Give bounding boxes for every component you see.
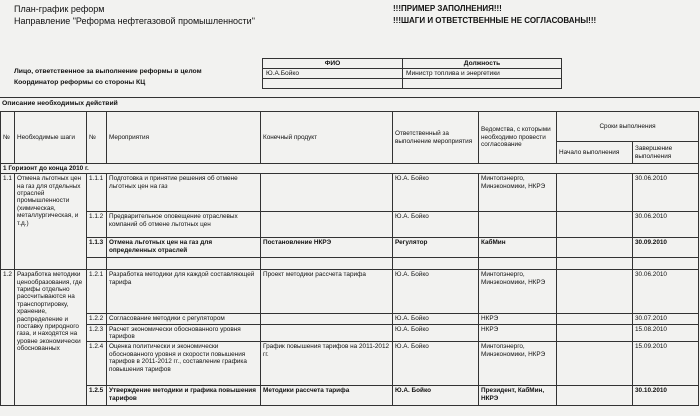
header-deadlines: Сроки выполнения (557, 112, 699, 142)
table-row (1, 212, 699, 238)
activity: Подготовка и принятие решения об отмене льготных цен на газ (107, 174, 261, 212)
step-num: 1.1 (1, 174, 15, 270)
activity-num: 1.1.1 (87, 174, 107, 212)
agencies: Президент, КабМин, НКРЭ (479, 386, 557, 406)
activity: Предварительное оповещение отраслевых компаний об отмене льготных цен (107, 212, 261, 238)
step-num: 1.2 (1, 270, 15, 406)
agencies: НКРЭ (479, 324, 557, 342)
document-title: План-график реформ (14, 4, 105, 14)
activity-num: 1.2.4 (87, 342, 107, 386)
end-date: 30.07.2010 (633, 314, 699, 324)
activity: Отмена льготных цен на газ для определенных отраслей (107, 238, 261, 258)
header-start: Начало выполнения (557, 142, 633, 164)
table-row (1, 238, 699, 258)
responsible: Ю.А. Бойко (393, 324, 479, 342)
activity: Разработка методики для каждой составляющей тарифа (107, 270, 261, 314)
result (261, 314, 393, 324)
agencies (479, 212, 557, 238)
end-date: 15.08.2010 (633, 324, 699, 342)
activity-num: 1.2.2 (87, 314, 107, 324)
step-description: Разработка методики ценообразования, где тарифы отдельно рассчитываются на транспортировку, хранение, распределение и поставку природного газа, и находятся на уровне экономически обоснованных (15, 270, 87, 406)
activity-num: 1.1.2 (87, 212, 107, 238)
start-date (557, 270, 633, 314)
activity: Оценка политически и экономически обоснованного уровня и скорости повышения тарифов в 2011-2012 гг., составление графика повышения тарифов (107, 342, 261, 386)
header-num: № (1, 112, 15, 164)
table-row (1, 342, 699, 386)
result (261, 324, 393, 342)
responsible: Ю.А. Бойко (393, 174, 479, 212)
table-row (1, 386, 699, 406)
not-agreed-note: !!!ШАГИ И ОТВЕТСТВЕННЫЕ НЕ СОГЛАСОВАНЫ!!! (393, 16, 597, 25)
agencies: НКРЭ (479, 314, 557, 324)
header-result: Конечный продукт (261, 112, 393, 164)
agencies: КабМин (479, 238, 557, 258)
table-row (1, 314, 699, 324)
table-row (1, 270, 699, 314)
position-value: Министр топлива и энергетики (403, 69, 562, 79)
start-date (557, 314, 633, 324)
coordinator-fio (263, 79, 403, 89)
reform-direction: Направление "Реформа нефтегазовой промышленности" (14, 16, 255, 26)
start-date (557, 174, 633, 212)
header-agencies: Ведомства, с которыми необходимо провести согласование (479, 112, 557, 164)
activity: Согласование методики с регулятором (107, 314, 261, 324)
activity: Утверждение методики и графика повышения тарифов (107, 386, 261, 406)
result (261, 212, 393, 238)
responsible: Ю.А. Бойко (393, 212, 479, 238)
fio-value: Ю.А.Бойко (263, 69, 403, 79)
activity: Расчет экономически обоснованного уровня тарифов (107, 324, 261, 342)
responsible: Ю.А. Бойко (393, 342, 479, 386)
end-date: 30.06.2010 (633, 270, 699, 314)
responsible: Ю.А. Бойко (393, 314, 479, 324)
activity-num: 1.1.3 (87, 238, 107, 258)
activity-num: 1.2.5 (87, 386, 107, 406)
header-responsible: Ответственный за выполнение мероприятия (393, 112, 479, 164)
responsible-label: Лицо, ответственное за выполнение реформы в целом (14, 68, 202, 75)
end-date: 15.09.2010 (633, 342, 699, 386)
start-date (557, 212, 633, 238)
activity-num: 1.2.3 (87, 324, 107, 342)
agencies: Минтопэнерго, Минэкономики, НКРЭ (479, 174, 557, 212)
result: Проект методики рассчета тарифа (261, 270, 393, 314)
fio-header: ФИО (263, 59, 403, 69)
result: График повышения тарифов на 2011-2012 гг. (261, 342, 393, 386)
header-activities: Мероприятия (107, 112, 261, 164)
header-num2: № (87, 112, 107, 164)
coordinator-position (403, 79, 562, 89)
coordinator-label: Координатор реформы со стороны КЦ (14, 79, 146, 86)
table-row (1, 174, 699, 212)
responsible: Ю.А. Бойко (393, 386, 479, 406)
start-date (557, 324, 633, 342)
activity-num: 1.2.1 (87, 270, 107, 314)
header-end: Завершение выполнения (633, 142, 699, 164)
responsible: Регулятор (393, 238, 479, 258)
end-date: 30.09.2010 (633, 238, 699, 258)
result: Постановление НКРЭ (261, 238, 393, 258)
step-description: Отмена льготных цен на газ для отдельных отраслей промышленности (химическая, металлургическая, и т.д.) (15, 174, 87, 270)
reform-plan-table (0, 111, 699, 406)
result: Методики рассчета тарифа (261, 386, 393, 406)
table-row (1, 324, 699, 342)
result (261, 174, 393, 212)
position-header: Должность (403, 59, 562, 69)
agencies: Минтопэнерго, Минэкономики, НКРЭ (479, 270, 557, 314)
responsible: Ю.А. Бойко (393, 270, 479, 314)
start-date (557, 386, 633, 406)
agencies: Минтопэнерго, Минэкономики, НКРЭ (479, 342, 557, 386)
section-title: Описание необходимых действий (2, 100, 118, 107)
sample-note: !!!ПРИМЕР ЗАПОЛНЕНИЯ!!! (393, 4, 502, 13)
start-date (557, 342, 633, 386)
end-date: 30.06.2010 (633, 212, 699, 238)
horizon-row: 1 Горизонт до конца 2010 г. (1, 164, 699, 174)
end-date: 30.10.2010 (633, 386, 699, 406)
spacer-row (1, 258, 699, 270)
divider (0, 97, 700, 98)
end-date: 30.06.2010 (633, 174, 699, 212)
start-date (557, 238, 633, 258)
responsible-table (262, 58, 562, 89)
header-steps: Необходимые шаги (15, 112, 87, 164)
